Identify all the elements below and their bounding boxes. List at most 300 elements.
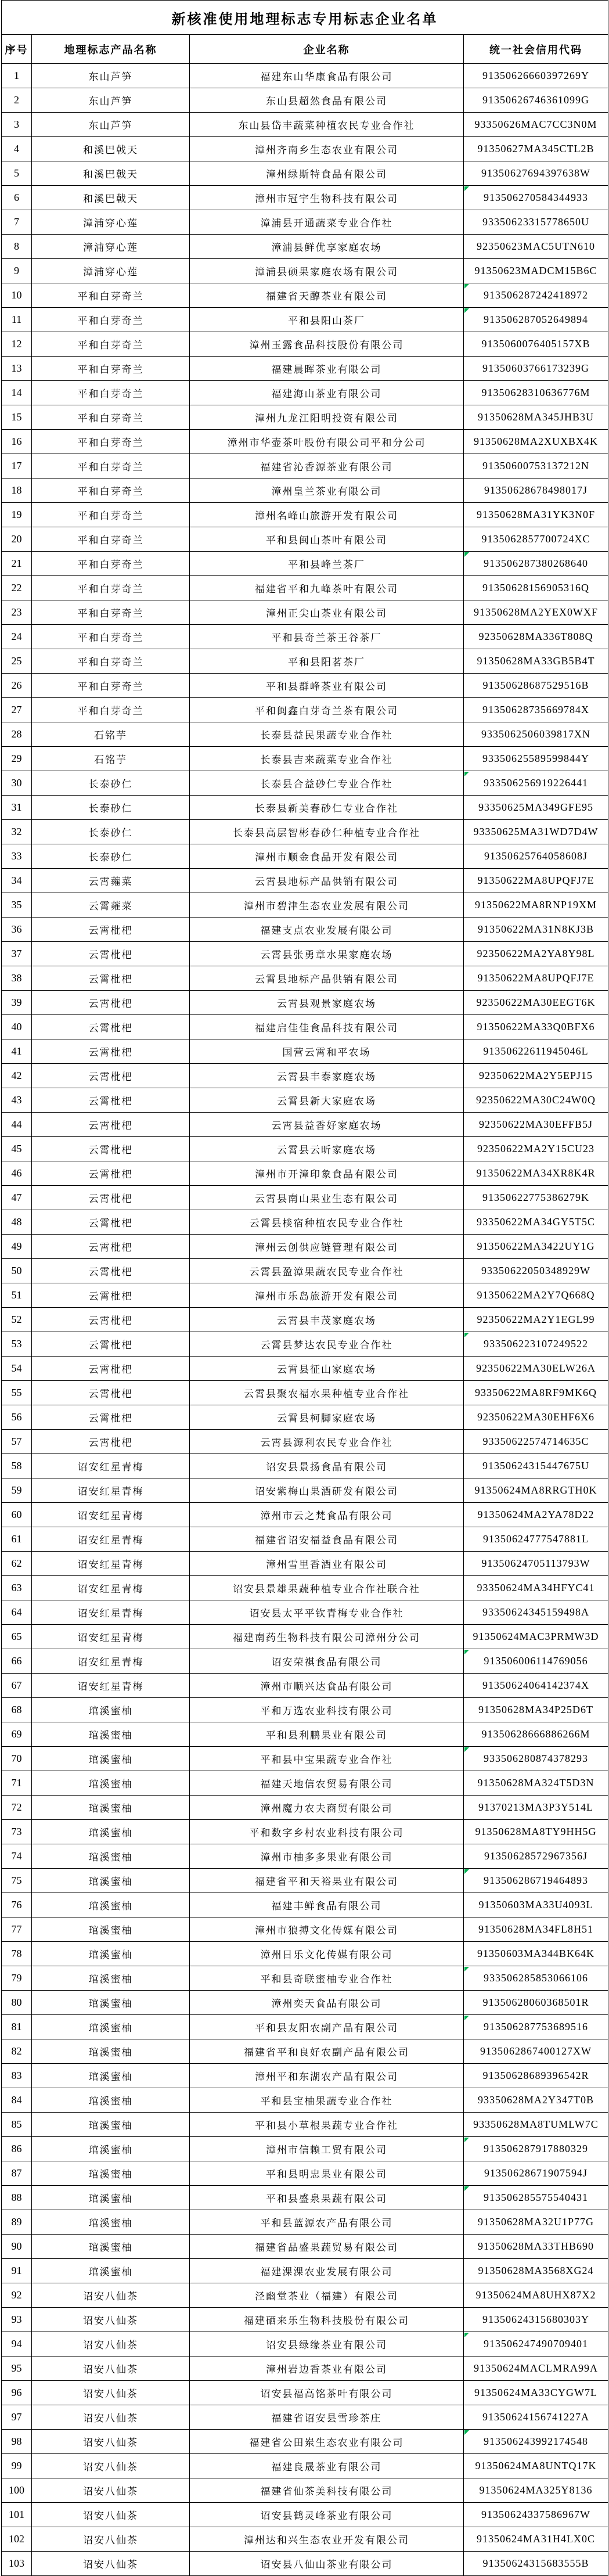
company-name-cell: 福建良晟茶业有限公司	[190, 2454, 464, 2478]
row-index-cell: 81	[2, 2015, 32, 2039]
table-row	[2, 2454, 608, 2478]
table-row	[2, 259, 608, 283]
product-name-cell: 诏安八仙茶	[32, 2503, 190, 2527]
row-index-cell: 20	[2, 527, 32, 552]
row-index-cell: 61	[2, 1527, 32, 1552]
product-name-cell: 琯溪蜜柚	[32, 2259, 190, 2283]
company-name-cell: 漳州市顺兴达食品有限公司	[190, 1674, 464, 1698]
table-row	[2, 2308, 608, 2332]
company-name-cell: 福建淉淉农业发展有限公司	[190, 2259, 464, 2283]
table-row	[2, 405, 608, 430]
table-row	[2, 2161, 608, 2186]
company-name-cell: 福建晨晖茶业有限公司	[190, 357, 464, 381]
credit-code-cell: 91350624MAC3PRMW3D	[464, 1625, 608, 1649]
row-index-cell: 56	[2, 1405, 32, 1430]
table-row	[2, 2113, 608, 2137]
company-name-cell: 云霄县柯脚家庭农场	[190, 1405, 464, 1430]
product-name-cell: 云霄枇杷	[32, 918, 190, 942]
table-row	[2, 747, 608, 771]
row-index-cell: 11	[2, 308, 32, 332]
table-row	[2, 625, 608, 649]
row-index-cell: 46	[2, 1161, 32, 1186]
company-name-cell: 福建省品盛果蔬贸易有限公司	[190, 2235, 464, 2259]
row-index-cell: 25	[2, 649, 32, 674]
credit-code-cell: 91350624MA8RRGTH0K	[464, 1478, 608, 1503]
credit-code-cell: 91350628MA2XUXBX4K	[464, 430, 608, 454]
product-name-cell: 云霄枇杷	[32, 1381, 190, 1405]
credit-code-cell: 913506287052649894	[464, 308, 608, 332]
company-name-cell: 平和县闽山茶叶有限公司	[190, 527, 464, 552]
table-row	[2, 1283, 608, 1308]
table-row	[2, 1161, 608, 1186]
credit-code-cell: 91350623MADCM15B6C	[464, 259, 608, 283]
credit-code-cell: 91350628572967356J	[464, 1844, 608, 1869]
table-row	[2, 869, 608, 893]
credit-code-cell: 91350626746361099G	[464, 88, 608, 113]
credit-code-cell: 91350628687529516B	[464, 674, 608, 698]
table-row	[2, 1942, 608, 1966]
company-name-cell: 诏安县景雄果蔬种植专业合作社联合社	[190, 1576, 464, 1600]
green-corner-flag-icon	[464, 1650, 469, 1654]
table-row	[2, 2381, 608, 2405]
row-index-cell: 41	[2, 1039, 32, 1064]
green-corner-flag-icon	[464, 2186, 469, 2191]
table-row	[2, 161, 608, 186]
product-name-cell: 琯溪蜜柚	[32, 2161, 190, 2186]
credit-code-cell: 92350628MA336T808Q	[464, 625, 608, 649]
product-name-cell: 平和白芽奇兰	[32, 674, 190, 698]
credit-code-cell: 9135060076405157XB	[464, 332, 608, 357]
company-name-cell: 福建启佳佳食品科技有限公司	[190, 1015, 464, 1039]
table-row	[2, 1674, 608, 1698]
product-name-cell: 诏安红星青梅	[32, 1552, 190, 1576]
table-row	[2, 1747, 608, 1771]
company-name-cell: 福建省平和九峰茶叶有限公司	[190, 576, 464, 600]
product-name-cell: 诏安红星青梅	[32, 1674, 190, 1698]
table-row	[2, 430, 608, 454]
product-name-cell: 平和白芽奇兰	[32, 527, 190, 552]
company-name-cell: 平和县宝柚果蔬专业合作社	[190, 2088, 464, 2113]
row-index-cell: 50	[2, 1259, 32, 1283]
table-row	[2, 2356, 608, 2381]
product-name-cell: 诏安八仙茶	[32, 2283, 190, 2308]
product-name-cell: 平和白芽奇兰	[32, 698, 190, 722]
product-name-cell: 平和白芽奇兰	[32, 283, 190, 308]
product-name-cell: 琯溪蜜柚	[32, 1869, 190, 1893]
product-name-cell: 石铭芋	[32, 722, 190, 747]
company-name-cell: 福建省诏安福益食品有限公司	[190, 1527, 464, 1552]
table-row	[2, 1235, 608, 1259]
company-name-cell: 长泰县合益砂仁专业合作社	[190, 771, 464, 796]
table-row	[2, 1527, 608, 1552]
credit-code-cell: 93350624MA34HFYC41	[464, 1576, 608, 1600]
table-row	[2, 2527, 608, 2552]
product-name-cell: 平和白芽奇兰	[32, 625, 190, 649]
product-name-cell: 云霄枇杷	[32, 1430, 190, 1454]
table-row	[2, 283, 608, 308]
row-index-cell: 40	[2, 1015, 32, 1039]
company-name-cell: 平和县盛泉果蔬有限公司	[190, 2186, 464, 2210]
credit-code-cell: 913506287753689516	[464, 2015, 608, 2039]
company-name-cell: 漳州达和兴生态农业开发有限公司	[190, 2527, 464, 2552]
green-corner-flag-icon	[464, 2333, 469, 2337]
company-name-cell: 平和数字乡村农业科技有限公司	[190, 1820, 464, 1844]
table-row	[2, 893, 608, 918]
row-index-cell: 5	[2, 161, 32, 186]
credit-code-cell: 91350624315447675U	[464, 1454, 608, 1478]
credit-code-cell: 91350628678498017J	[464, 478, 608, 503]
credit-code-cell: 92350622MA30EEGT6K	[464, 991, 608, 1015]
product-name-cell: 诏安红星青梅	[32, 1503, 190, 1527]
row-index-cell: 24	[2, 625, 32, 649]
product-name-cell: 云霄枇杷	[32, 1405, 190, 1430]
product-name-cell: 平和白芽奇兰	[32, 576, 190, 600]
row-index-cell: 92	[2, 2283, 32, 2308]
table-row	[2, 552, 608, 576]
table-row	[2, 2332, 608, 2356]
company-name-cell: 云霄县聚农福水果种植专业合作社	[190, 1381, 464, 1405]
table-row	[2, 1600, 608, 1625]
row-index-cell: 48	[2, 1210, 32, 1235]
row-index-cell: 90	[2, 2235, 32, 2259]
company-name-cell: 漳州云创供应链管理有限公司	[190, 1235, 464, 1259]
column-header-no: 序号	[2, 35, 32, 64]
company-name-cell: 诏安荣祺食品有限公司	[190, 1649, 464, 1674]
table-row	[2, 1796, 608, 1820]
product-name-cell: 平和白芽奇兰	[32, 503, 190, 527]
row-index-cell: 68	[2, 1698, 32, 1722]
product-name-cell: 长泰砂仁	[32, 796, 190, 820]
green-corner-flag-icon	[464, 1967, 469, 1971]
company-name-cell: 漳州九龙江阳明投资有限公司	[190, 405, 464, 430]
company-name-cell: 诏安县八仙山茶业有限公司	[190, 2552, 464, 2576]
product-name-cell: 云霄枇杷	[32, 1064, 190, 1088]
company-name-cell: 长泰县高层智彬春砂仁种植专业合作社	[190, 820, 464, 844]
product-name-cell: 云霄枇杷	[32, 942, 190, 966]
row-index-cell: 54	[2, 1357, 32, 1381]
table-row	[2, 771, 608, 796]
table-row	[2, 942, 608, 966]
table-row	[2, 796, 608, 820]
green-corner-flag-icon	[464, 2138, 469, 2142]
credit-code-cell: 92350623MAC5UTN610	[464, 235, 608, 259]
company-name-cell: 漳州魔力农夫商贸有限公司	[190, 1796, 464, 1820]
row-index-cell: 3	[2, 113, 32, 137]
table-row	[2, 1137, 608, 1161]
row-index-cell: 38	[2, 966, 32, 991]
product-name-cell: 诏安红星青梅	[32, 1600, 190, 1625]
company-name-cell: 云霄县新大家庭农场	[190, 1088, 464, 1113]
company-name-cell: 诏安紫梅山果酒研发有限公司	[190, 1478, 464, 1503]
product-name-cell: 琯溪蜜柚	[32, 2235, 190, 2259]
product-name-cell: 诏安红星青梅	[32, 1478, 190, 1503]
product-name-cell: 云霄枇杷	[32, 966, 190, 991]
product-name-cell: 云霄枇杷	[32, 1308, 190, 1332]
row-index-cell: 91	[2, 2259, 32, 2283]
product-name-cell: 诏安红星青梅	[32, 1454, 190, 1478]
credit-code-cell: 93350625MA31WD7D4W	[464, 820, 608, 844]
credit-code-cell: 93350625MA349GFE95	[464, 796, 608, 820]
row-index-cell: 44	[2, 1113, 32, 1137]
row-index-cell: 64	[2, 1600, 32, 1625]
company-name-cell: 诏安县福高铭茶叶有限公司	[190, 2381, 464, 2405]
table-row	[2, 2137, 608, 2161]
row-index-cell: 21	[2, 552, 32, 576]
row-index-cell: 27	[2, 698, 32, 722]
product-name-cell: 琯溪蜜柚	[32, 1917, 190, 1942]
product-name-cell: 诏安八仙茶	[32, 2356, 190, 2381]
row-index-cell: 82	[2, 2039, 32, 2064]
credit-code-cell: 933506285853066106	[464, 1966, 608, 1991]
credit-code-cell: 91350624MA33CYGW7L	[464, 2381, 608, 2405]
row-index-cell: 75	[2, 1869, 32, 1893]
table-row	[2, 2552, 608, 2576]
table-row	[2, 64, 608, 88]
credit-code-cell: 91350628MA34FL8H51	[464, 1917, 608, 1942]
credit-code-cell: 91350622MA34XR8K4R	[464, 1161, 608, 1186]
credit-code-cell: 91350622MA2Y7Q668Q	[464, 1283, 608, 1308]
product-name-cell: 琯溪蜜柚	[32, 1747, 190, 1771]
table-row	[2, 308, 608, 332]
table-row	[2, 210, 608, 235]
table-row	[2, 1478, 608, 1503]
credit-code-cell: 92350622MA30C24W0Q	[464, 1088, 608, 1113]
company-name-cell: 云霄县棪宿种植农民专业合作社	[190, 1210, 464, 1235]
product-name-cell: 琯溪蜜柚	[32, 2210, 190, 2235]
credit-code-cell: 91350625764058608J	[464, 844, 608, 869]
credit-code-cell: 933506223107249522	[464, 1332, 608, 1357]
company-name-cell: 福建硒来乐生物科技股份有限公司	[190, 2308, 464, 2332]
company-name-cell: 福建省仙茶美科技有限公司	[190, 2478, 464, 2503]
credit-code-cell: 933506256919226441	[464, 771, 608, 796]
credit-code-cell: 91350624MA8UHX87X2	[464, 2283, 608, 2308]
table-row	[2, 503, 608, 527]
company-name-cell: 平和县友阳农副产品有限公司	[190, 2015, 464, 2039]
company-name-cell: 平和闽鑫白芽奇兰茶有限公司	[190, 698, 464, 722]
company-name-cell: 平和县峰兰茶厂	[190, 552, 464, 576]
green-corner-flag-icon	[464, 1869, 469, 1874]
product-name-cell: 云霄枇杷	[32, 1259, 190, 1283]
company-name-cell: 漳州平和东湖农产品有限公司	[190, 2064, 464, 2088]
company-name-cell: 云霄县梦达农民专业合作社	[190, 1332, 464, 1357]
company-name-cell: 漳州绿斯特食品有限公司	[190, 161, 464, 186]
row-index-cell: 67	[2, 1674, 32, 1698]
company-name-cell: 云霄县地标产品供销有限公司	[190, 869, 464, 893]
company-name-cell: 平和县阳山茶厂	[190, 308, 464, 332]
company-name-cell: 漳州正尖山茶业有限公司	[190, 600, 464, 625]
product-name-cell: 云霄蕹菜	[32, 893, 190, 918]
product-name-cell: 琯溪蜜柚	[32, 1893, 190, 1917]
table-row	[2, 674, 608, 698]
row-index-cell: 63	[2, 1576, 32, 1600]
credit-code-cell: 93350622MA8RF9MK6Q	[464, 1381, 608, 1405]
table-row	[2, 2186, 608, 2210]
company-name-cell: 平和县群峰茶业有限公司	[190, 674, 464, 698]
row-index-cell: 16	[2, 430, 32, 454]
company-name-cell: 平和县中宝果蔬专业合作社	[190, 1747, 464, 1771]
credit-code-cell: 91350628060368501R	[464, 1991, 608, 2015]
company-name-cell: 云霄县丰茂家庭农场	[190, 1308, 464, 1332]
company-name-cell: 长泰县新美春砂仁专业合作社	[190, 796, 464, 820]
row-index-cell: 2	[2, 88, 32, 113]
credit-code-cell: 91350628MA32U1P77G	[464, 2210, 608, 2235]
company-name-cell: 云霄县云昕家庭农场	[190, 1137, 464, 1161]
table-row	[2, 2039, 608, 2064]
row-index-cell: 80	[2, 1991, 32, 2015]
row-index-cell: 73	[2, 1820, 32, 1844]
table-row	[2, 2430, 608, 2454]
row-index-cell: 43	[2, 1088, 32, 1113]
credit-code-cell: 913506243992174548	[464, 2430, 608, 2454]
credit-code-cell: 91350628MA31YK3N0F	[464, 503, 608, 527]
product-name-cell: 云霄枇杷	[32, 1113, 190, 1137]
table-row	[2, 2210, 608, 2235]
table-row	[2, 88, 608, 113]
credit-code-cell: 913506006114769056	[464, 1649, 608, 1674]
table-row	[2, 1698, 608, 1722]
product-name-cell: 琯溪蜜柚	[32, 1698, 190, 1722]
credit-code-cell: 91350603MA344BK64K	[464, 1942, 608, 1966]
credit-code-cell: 92350622MA2Y5EPJ15	[464, 1064, 608, 1088]
credit-code-cell: 913506286719464893	[464, 1869, 608, 1893]
product-name-cell: 云霄枇杷	[32, 1332, 190, 1357]
product-name-cell: 云霄枇杷	[32, 1210, 190, 1235]
row-index-cell: 57	[2, 1430, 32, 1454]
product-name-cell: 平和白芽奇兰	[32, 430, 190, 454]
product-name-cell: 和溪巴戟天	[32, 137, 190, 161]
company-name-cell: 漳州玉露食品科技股份有限公司	[190, 332, 464, 357]
row-index-cell: 100	[2, 2478, 32, 2503]
credit-code-cell: 91350628MA34P25D6T	[464, 1698, 608, 1722]
company-name-cell: 漳浦县开通蔬菜专业合作社	[190, 210, 464, 235]
company-name-cell: 国营云霄和平农场	[190, 1039, 464, 1064]
table-row	[2, 1722, 608, 1747]
product-name-cell: 和溪巴戟天	[32, 186, 190, 210]
product-name-cell: 平和白芽奇兰	[32, 405, 190, 430]
row-index-cell: 34	[2, 869, 32, 893]
company-name-cell: 平和县小草根果蔬专业合作社	[190, 2113, 464, 2137]
credit-code-cell: 91350627MA345CTL2B	[464, 137, 608, 161]
row-index-cell: 45	[2, 1137, 32, 1161]
company-name-cell: 诏安县绿缘茶业有限公司	[190, 2332, 464, 2356]
credit-code-cell: 91350622MA8RNP19XM	[464, 893, 608, 918]
product-name-cell: 琯溪蜜柚	[32, 2015, 190, 2039]
row-index-cell: 97	[2, 2405, 32, 2430]
row-index-cell: 22	[2, 576, 32, 600]
row-index-cell: 70	[2, 1747, 32, 1771]
green-corner-flag-icon	[464, 284, 469, 289]
row-index-cell: 86	[2, 2137, 32, 2161]
row-index-cell: 26	[2, 674, 32, 698]
company-name-cell: 云霄县南山果业生态有限公司	[190, 1186, 464, 1210]
credit-code-cell: 91350600753137212N	[464, 454, 608, 478]
company-name-cell: 漳州齐南乡生态农业有限公司	[190, 137, 464, 161]
credit-code-cell: 913506247490709401	[464, 2332, 608, 2356]
row-index-cell: 99	[2, 2454, 32, 2478]
company-name-cell: 平和县蓝源农产品有限公司	[190, 2210, 464, 2235]
table-row	[2, 1381, 608, 1405]
product-name-cell: 平和白芽奇兰	[32, 308, 190, 332]
credit-code-cell: 93350622MA34GY5T5C	[464, 1210, 608, 1235]
row-index-cell: 58	[2, 1454, 32, 1478]
company-name-cell: 福建天地信农贸易有限公司	[190, 1771, 464, 1796]
row-index-cell: 35	[2, 893, 32, 918]
row-index-cell: 87	[2, 2161, 32, 2186]
credit-code-cell: 91350622611945046L	[464, 1039, 608, 1064]
row-index-cell: 4	[2, 137, 32, 161]
title-row	[2, 1, 608, 35]
table-row	[2, 478, 608, 503]
credit-code-cell: 91350624337586967W	[464, 2503, 608, 2527]
company-name-cell: 长泰县益民果蔬专业合作社	[190, 722, 464, 747]
row-index-cell: 29	[2, 747, 32, 771]
product-name-cell: 诏安八仙茶	[32, 2454, 190, 2478]
table-row	[2, 2503, 608, 2527]
company-name-cell: 诏安县太平平钦青梅专业合作社	[190, 1600, 464, 1625]
table-row	[2, 1015, 608, 1039]
credit-code-cell: 93350624345159498A	[464, 1600, 608, 1625]
table-row	[2, 1893, 608, 1917]
row-index-cell: 65	[2, 1625, 32, 1649]
company-name-cell: 平和县奇兰茶王谷茶厂	[190, 625, 464, 649]
table-row	[2, 113, 608, 137]
table-row	[2, 1576, 608, 1600]
company-name-cell: 云霄县观景家庭农场	[190, 991, 464, 1015]
row-index-cell: 49	[2, 1235, 32, 1259]
row-index-cell: 69	[2, 1722, 32, 1747]
table-row	[2, 1820, 608, 1844]
product-name-cell: 诏安八仙茶	[32, 2381, 190, 2405]
row-index-cell: 13	[2, 357, 32, 381]
table-row	[2, 649, 608, 674]
product-name-cell: 诏安八仙茶	[32, 2478, 190, 2503]
company-name-cell: 漳州岩边香茶业有限公司	[190, 2356, 464, 2381]
column-header-credit-code: 统一社会信用代码	[464, 35, 608, 64]
company-name-cell: 漳州日乐文化传媒有限公司	[190, 1942, 464, 1966]
product-name-cell: 平和白芽奇兰	[32, 600, 190, 625]
row-index-cell: 9	[2, 259, 32, 283]
product-name-cell: 琯溪蜜柚	[32, 1991, 190, 2015]
green-corner-flag-icon	[464, 308, 469, 313]
credit-code-cell: 913506285575540431	[464, 2186, 608, 2210]
credit-code-cell: 92350622MA30ELW26A	[464, 1357, 608, 1381]
row-index-cell: 10	[2, 283, 32, 308]
row-index-cell: 62	[2, 1552, 32, 1576]
row-index-cell: 76	[2, 1893, 32, 1917]
company-name-cell: 福建东山华康食品有限公司	[190, 64, 464, 88]
credit-code-cell: 91350624MA8UNTQ17K	[464, 2454, 608, 2478]
product-name-cell: 琯溪蜜柚	[32, 2113, 190, 2137]
table-row	[2, 820, 608, 844]
product-name-cell: 云霄枇杷	[32, 1137, 190, 1161]
credit-code-cell: 92350622MA2Y1EGL99	[464, 1308, 608, 1332]
company-name-cell: 云霄县益香好家庭农场	[190, 1113, 464, 1137]
product-name-cell: 琯溪蜜柚	[32, 1722, 190, 1747]
credit-code-cell: 91350628MA2YEX0WXF	[464, 600, 608, 625]
credit-code-cell: 93350628MA8TUMLW7C	[464, 2113, 608, 2137]
table-row	[2, 1405, 608, 1430]
gi-enterprise-table	[1, 0, 608, 2576]
credit-code-cell: 92350622MA30EHF6X6	[464, 1405, 608, 1430]
product-name-cell: 平和白芽奇兰	[32, 332, 190, 357]
row-index-cell: 102	[2, 2527, 32, 2552]
credit-code-cell: 91350624064142374X	[464, 1674, 608, 1698]
company-name-cell: 福建丰鲜食品有限公司	[190, 1893, 464, 1917]
column-header-product: 地理标志产品名称	[32, 35, 190, 64]
table-row	[2, 235, 608, 259]
table-row	[2, 2405, 608, 2430]
credit-code-cell: 93350622574714635C	[464, 1430, 608, 1454]
